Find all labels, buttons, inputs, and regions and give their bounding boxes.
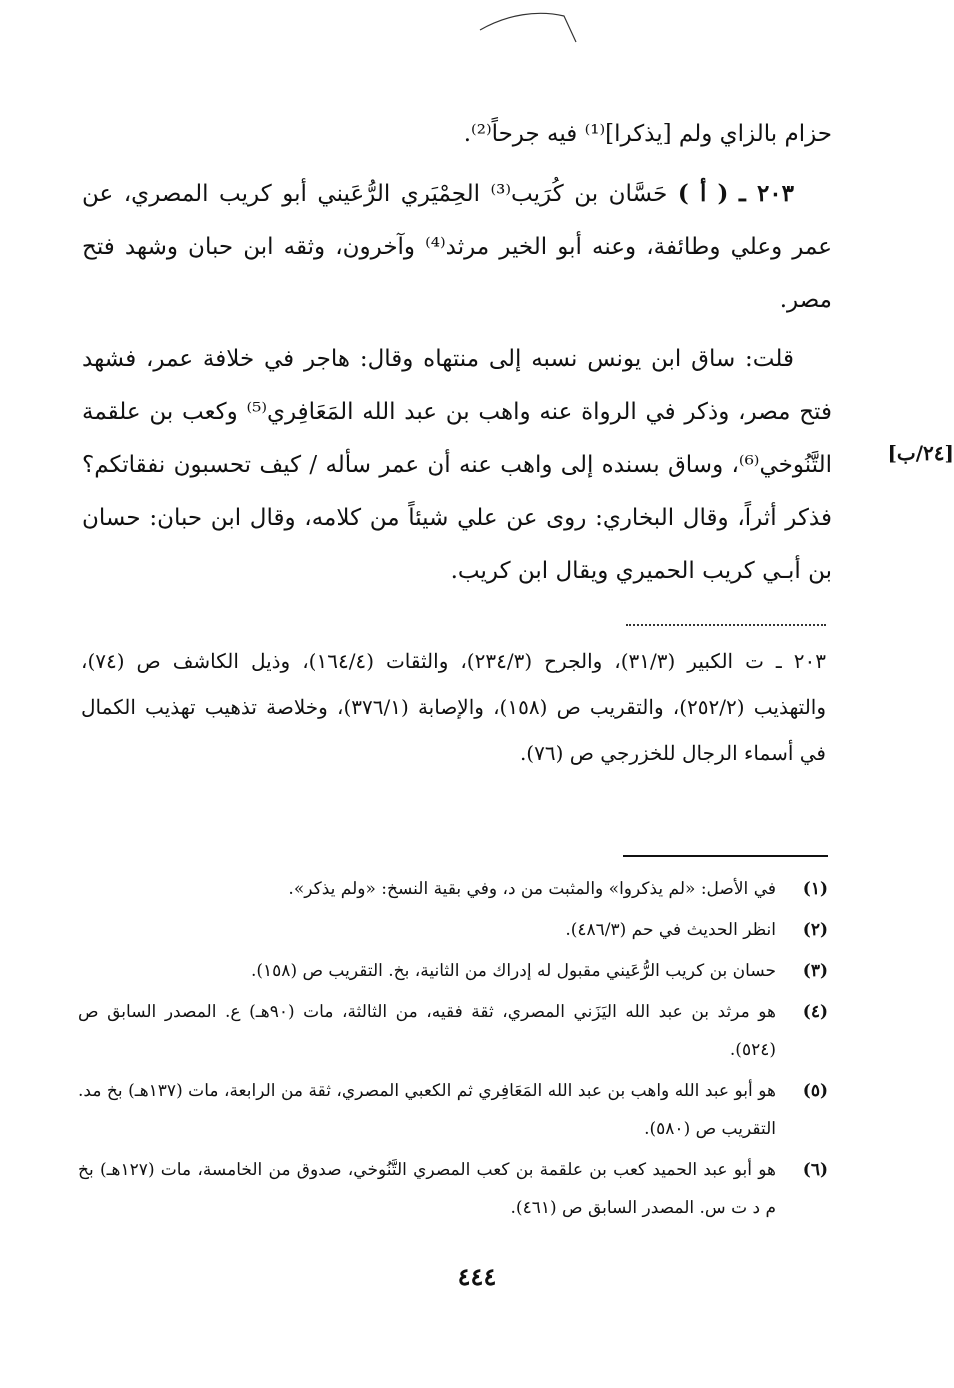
footnote-text: انظر الحديث في حم (٤٨٦/٣). — [565, 920, 776, 940]
footnote-text: حسان بن كريب الرُّعَيني مقبول له إدراك من الثانية، بخ. التقريب ص (١٥٨). — [250, 961, 776, 981]
footnote-number: (٤) — [802, 1002, 828, 1022]
scan-mark — [478, 8, 578, 44]
footnote-number: (٥) — [802, 1081, 828, 1101]
footnote-item — [78, 1151, 828, 1227]
intro-line: حزام بالزاي ولم [يذكرا]⁽¹⁾ فيه جرحاً⁽²⁾. — [463, 121, 832, 147]
page-number: ٤٤٤ — [457, 1262, 497, 1291]
comment-paragraph: قلت: ساق ابن يونس نسبه إلى منتهاه وقال: هاجر في خلافة عمر، فشهد فتح مصر، وذكر في الرواة عنه واهب بن عبد الله المَعَافِري⁽⁵⁾ وكعب بن علقمة التَّنُوخي⁽⁶⁾، وساق بسنده إلى واهب عنه أن عمر سأله / كيف تحسبون نفقاتكم؟ فذكر أثراً، وقال البخاري: روى عن علي شيئاً من كلامه، وقال ابن حبان: حسان بن أبـي كريب الحميري ويقال ابن كريب. — [82, 346, 832, 584]
footnote-text: هو مرثد بن عبد الله اليَزَني المصري، ثقة فقيه، من الثالثة، مات (٩٠هـ) ع. المصدر السابق ص (٥٢٤). — [78, 1002, 777, 1060]
entry-number: ٢٠٣ ـ — [738, 180, 794, 207]
entry-marker: ( أ ) — [677, 180, 729, 207]
footnote-item — [78, 870, 828, 908]
footnote-number: (٦) — [802, 1160, 828, 1180]
sources-block — [81, 638, 826, 776]
footnote-number: (٢) — [802, 920, 828, 940]
margin-folio-note: [٢٤/ب] — [887, 441, 954, 465]
dotted-separator — [626, 624, 826, 626]
footnote-item — [78, 993, 828, 1069]
entry-203 — [82, 167, 832, 327]
entry-text: حَسَّان بن كُرَيب⁽³⁾ الحِمْيَري الرُّعَيني أبو كريب المصري، عن عمر وعلي وطائفة، وعنه أبو الخير مرثد⁽⁴⁾ وآخرون، وثقه ابن حبان وشهد فتح مصر. — [82, 181, 832, 313]
footnote-text: هو أبو عبد الحميد كعب بن علقمة بن كعب المصري التَّنُوخي، صدوق من الخامسة، مات (١٢٧هـ) بخ م د ت س. المصدر السابق ص (٤٦١). — [78, 1160, 776, 1218]
footnote-number: (٣) — [802, 961, 828, 981]
footnote-item — [78, 952, 828, 990]
main-text — [82, 108, 832, 598]
footnote-item — [78, 1072, 828, 1148]
footnote-text: في الأصل: «لم يذكروا» والمثبت من د، وفي بقية النسخ: «ولم يذكر». — [288, 879, 776, 899]
footnote-text: هو أبو عبد الله واهب بن عبد الله المَعَافِري ثم الكعبي المصري، ثقة من الرابعة، مات (١٣٧هـ) بخ مد. التقريب ص (٥٨٠). — [78, 1081, 776, 1139]
sources-text: ٢٠٣ ـ ت الكبير (٣١/٣)، والجرح (٢٣٤/٣)، والثقات (١٦٤/٤)، وذيل الكاشف ص (٧٤)، والتهذيب (٢٥٢/٢)، والتقريب ص (١٥٨)، والإصابة (٣٧٦/١)، وخلاصة تذهيب تهذيب الكمال في أسماء الرجال للخزرجي ص (٧٦). — [81, 649, 827, 765]
footnote-number: (١) — [802, 879, 828, 899]
footnotes — [78, 870, 828, 1230]
footnote-separator — [623, 855, 828, 857]
footnote-item — [78, 911, 828, 949]
